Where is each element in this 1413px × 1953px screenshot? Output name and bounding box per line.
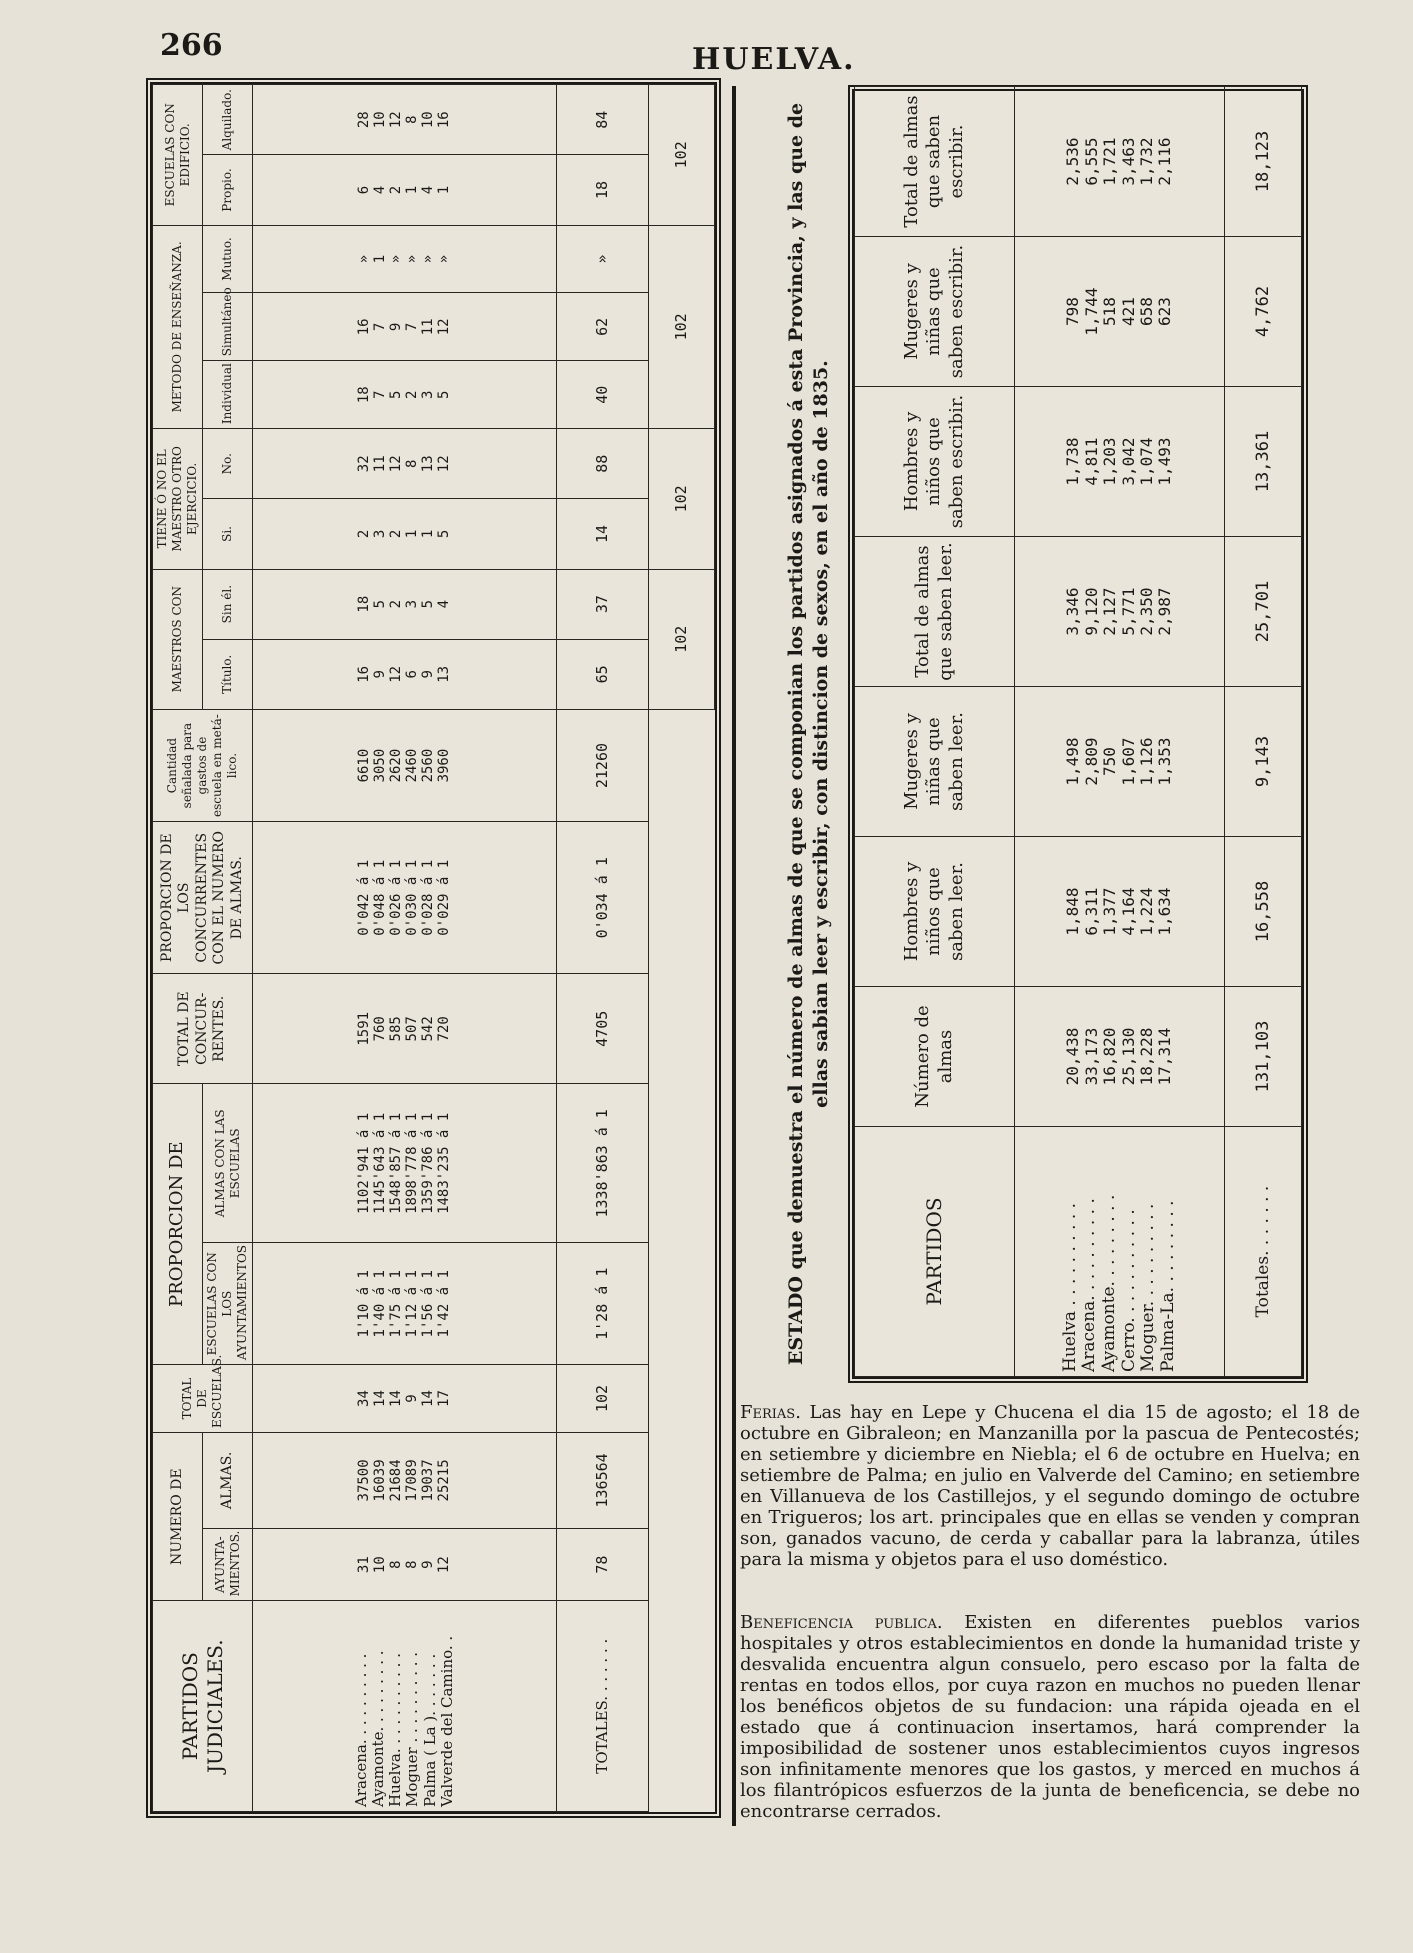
table-row-partidos: Huelva . . . . . . . . . . Aracena. . . . . . . . . . Ayamonte. . . . . . . . . Cerro. . . . . . . . . . . Moguer. . . . . . . . . . Palma-La. . . . . . . . .: [1015, 1127, 1225, 1377]
col-sin-el: Sin él.: [203, 569, 253, 639]
col-hombres-leer: Hombres y niños que saben leer.: [855, 837, 1015, 987]
col-total-escuelas: TOTAL DE ESCUELAS.: [153, 1365, 253, 1433]
total-almas: 136564: [556, 1432, 648, 1528]
page-number: 266: [160, 28, 223, 63]
col-total-escribir: Total de almas que saben escribir.: [855, 87, 1015, 237]
col-partidos-judiciales: PARTIDOS JUDICIALES.: [153, 1601, 253, 1812]
cell-almas: 20,438 33,173 16,820 25,130 18,228 17,314: [1015, 987, 1225, 1127]
table-row-partidos: Aracena. . . . . . . . . . Ayamonte. . . . . . . . . Huelva. . . . . . . . . . . Moguer . . . . . . . . . . Palma ( La ). . . . . . . Valverde del Camino. .: [253, 1601, 557, 1812]
cell-total-escuelas: 34 14 14 9 14 17: [253, 1365, 557, 1433]
group-total-maestros: 102: [648, 569, 714, 709]
total-no: 88: [556, 429, 648, 499]
beneficencia-paragraph: [740, 1612, 1360, 1822]
col-simultaneo: Simultáneo: [203, 293, 253, 361]
total-individual: 40: [556, 361, 648, 429]
cell-titulo: 16 9 12 6 9 13: [253, 639, 557, 709]
beneficencia-body: Existen en diferentes pueblos varios hospitales y otros establecimientos en donde la humanidad triste y desvalida encuentra algun consuelo, pero escaso por la falta de rentas en todos ellos, por cuya razon en muchos no pueden llenar los benéficos objetos de su fundacion: una rápida ojeada en el estado que á continuacion insertamos, hará comprender la imposibilidad de sostener unos establecimientos cuyos ingresos son infinitamente menores que los gastos, y merced en muchos á los filantrópicos esfuerzos de la junta de beneficencia, se debe no encontrarse cerrados.: [740, 1612, 1361, 1822]
cell-individual: 18 7 5 2 3 5: [253, 361, 557, 429]
cell-simultaneo: 16 7 9 7 11 12: [253, 293, 557, 361]
cell-mugeres-leer: 1,498 2,809 750 1,607 1,126 1,353: [1015, 687, 1225, 837]
col-ayuntamientos: AYUNTA-MIENTOS.: [203, 1528, 253, 1601]
col-total-concurrentes: TOTAL DE CONCUR-RENTES.: [153, 974, 253, 1084]
cell-prop-conc: 0'042 á 1 0'048 á 1 0'026 á 1 0'030 á 1 0'028 á 1 0'029 á 1: [253, 822, 557, 974]
total-escuelas: 102: [556, 1365, 648, 1433]
total-propio: 18: [556, 155, 648, 225]
total-titulo: 65: [556, 639, 648, 709]
cell-si: 2 3 2 1 1 5: [253, 499, 557, 569]
total-mugeres-escribir: 4,762: [1225, 237, 1302, 387]
total-sin: 37: [556, 569, 648, 639]
total-mugeres-leer: 9,143: [1225, 687, 1302, 837]
cell-alquilado: 28 10 12 8 10 16: [253, 85, 557, 155]
total-almas: 131,103: [1225, 987, 1302, 1127]
col-mutuo: Mutuo.: [203, 225, 253, 293]
cell-prop-almas: 1102'941 á 1 1145'643 á 1 1548'857 á 1 1898'778 á 1 1359'786 á 1 1483'235 á 1: [253, 1084, 557, 1243]
cell-total-conc: 1591 760 585 507 542 720: [253, 974, 557, 1084]
col-propio: Propio.: [203, 155, 253, 225]
col-maestros-con: MAESTROS CON: [153, 569, 203, 709]
total-ayunt: 78: [556, 1528, 648, 1601]
literacy-table: [848, 85, 1308, 1383]
cell-propio: 6 4 2 1 4 1: [253, 155, 557, 225]
total-alquilado: 84: [556, 85, 648, 155]
col-prop-almas-escuelas: ALMAS CON LAS ESCUELAS: [203, 1084, 253, 1243]
group-total-edificio: 102: [648, 85, 714, 226]
cell-mutuo: » 1 » » » »: [253, 225, 557, 293]
col-titulo: Título.: [203, 639, 253, 709]
cell-total-escribir: 2,536 6,555 1,721 3,463 1,732 2,116: [1015, 87, 1225, 237]
cell-mugeres-escribir: 798 1,744 518 421 658 623: [1015, 237, 1225, 387]
cell-hombres-leer: 1,848 6,311 1,377 4,164 1,224 1,634: [1015, 837, 1225, 987]
total-si: 14: [556, 499, 648, 569]
col-mugeres-escribir: Mugeres y niñas que saben escribir.: [855, 237, 1015, 387]
col-alquilado: Alquilado.: [203, 85, 253, 155]
col-proporcion-concurrentes: PROPORCION DE LOS CONCURRENTES CON EL NUMERO DE ALMAS.: [153, 822, 253, 974]
total-prop-escuelas: 1'28 á 1: [556, 1243, 648, 1365]
col-almas: ALMAS.: [203, 1432, 253, 1528]
col-si: Si.: [203, 499, 253, 569]
total-hombres-leer: 16,558: [1225, 837, 1302, 987]
col-prop-escuelas-ayunt: ESCUELAS CON LOS AYUNTAMIENTOS: [203, 1243, 253, 1365]
group-total-metodo: 102: [648, 225, 714, 429]
column-rule: [732, 86, 736, 1826]
ferias-heading: Ferias.: [740, 1402, 801, 1423]
cell-no: 32 11 12 8 13 12: [253, 429, 557, 499]
col-hombres-escribir: Hombres y niños que saben escribir.: [855, 387, 1015, 537]
col-mugeres-leer: Mugeres y niñas que saben leer.: [855, 687, 1015, 837]
col-total-leer: Total de almas que saben leer.: [855, 537, 1015, 687]
total-conc: 4705: [556, 974, 648, 1084]
totals-label: TOTALES. . . . . . .: [556, 1601, 648, 1812]
col-individual: Individual: [203, 361, 253, 429]
total-prop-almas: 1338'863 á 1: [556, 1084, 648, 1243]
col-escuelas-edificio: ESCUELAS CON EDIFICIO.: [153, 85, 203, 226]
cell-sin: 18 5 2 3 5 4: [253, 569, 557, 639]
col-cantidad: Cantidad señalada para gastos de escuela en metá-lico.: [153, 709, 253, 821]
col-numero-almas: Número de almas: [855, 987, 1015, 1127]
ferias-body: Las hay en Lepe y Chucena el dia 15 de agosto; el 18 de octubre en Gibraleon; en Manzanilla por la pascua de Pentecostés; en setiembre y diciembre en Niebla; el 6 de octubre en Huelva; en setiembre de Palma; en julio en Valverde del Camino; en setiembre en Villanueva de los Castillejos, y el segundo domingo de octubre en Trigueros; los art. principales que en ellas se venden y compran son, ganados vacuno, de cerda y caballar para la labranza, útiles para la misma y objetos para el uso doméstico.: [740, 1402, 1360, 1570]
total-simultaneo: 62: [556, 293, 648, 361]
col-numero-de: NUMERO DE: [153, 1432, 203, 1600]
totals-label: Totales. . . . . . .: [1225, 1127, 1302, 1377]
total-escribir: 18,123: [1225, 87, 1302, 237]
cell-hombres-escribir: 1,738 4,811 1,203 3,042 1,074 1,493: [1015, 387, 1225, 537]
group-total-tiene: 102: [648, 429, 714, 569]
cell-ayunt: 31 10 8 8 9 12: [253, 1528, 557, 1601]
total-leer: 25,701: [1225, 537, 1302, 687]
col-no: No.: [203, 429, 253, 499]
col-tiene-otro-ejercicio: TIENE Ó NO EL MAESTRO OTRO EJERCICIO.: [153, 429, 203, 569]
col-metodo-ensenanza: METODO DE ENSEÑANZA.: [153, 225, 203, 429]
total-hombres-escribir: 13,361: [1225, 387, 1302, 537]
total-cantidad: 21260: [556, 709, 648, 821]
running-head: HUELVA.: [692, 42, 856, 77]
total-mutuo: »: [556, 225, 648, 293]
cell-cantidad: 6610 3050 2620 2460 2560 3960: [253, 709, 557, 821]
cell-total-leer: 3,346 9,120 2,127 5,771 2,350 2,987: [1015, 537, 1225, 687]
col-proporcion-de: PROPORCION DE: [153, 1084, 203, 1365]
cell-almas: 37500 16039 21684 17089 19037 25215: [253, 1432, 557, 1528]
col-partidos: PARTIDOS: [855, 1127, 1015, 1377]
ferias-paragraph: [740, 1402, 1360, 1570]
beneficencia-heading: Beneficencia publica.: [740, 1612, 943, 1633]
cell-prop-escuelas: 1'10 á 1 1'40 á 1 1'75 á 1 1'12 á 1 1'56 á 1 1'42 á 1: [253, 1243, 557, 1365]
estado-caption: ESTADO que demuestra el número de almas de que se componian los partidos asignados á esta Provincia, y las que de ellas sabian leer y escribir, con distincion de sexos, en el año de 1835.: [785, 102, 832, 1366]
total-prop-conc: 0'034 á 1: [556, 822, 648, 974]
schools-table: [146, 78, 721, 1818]
